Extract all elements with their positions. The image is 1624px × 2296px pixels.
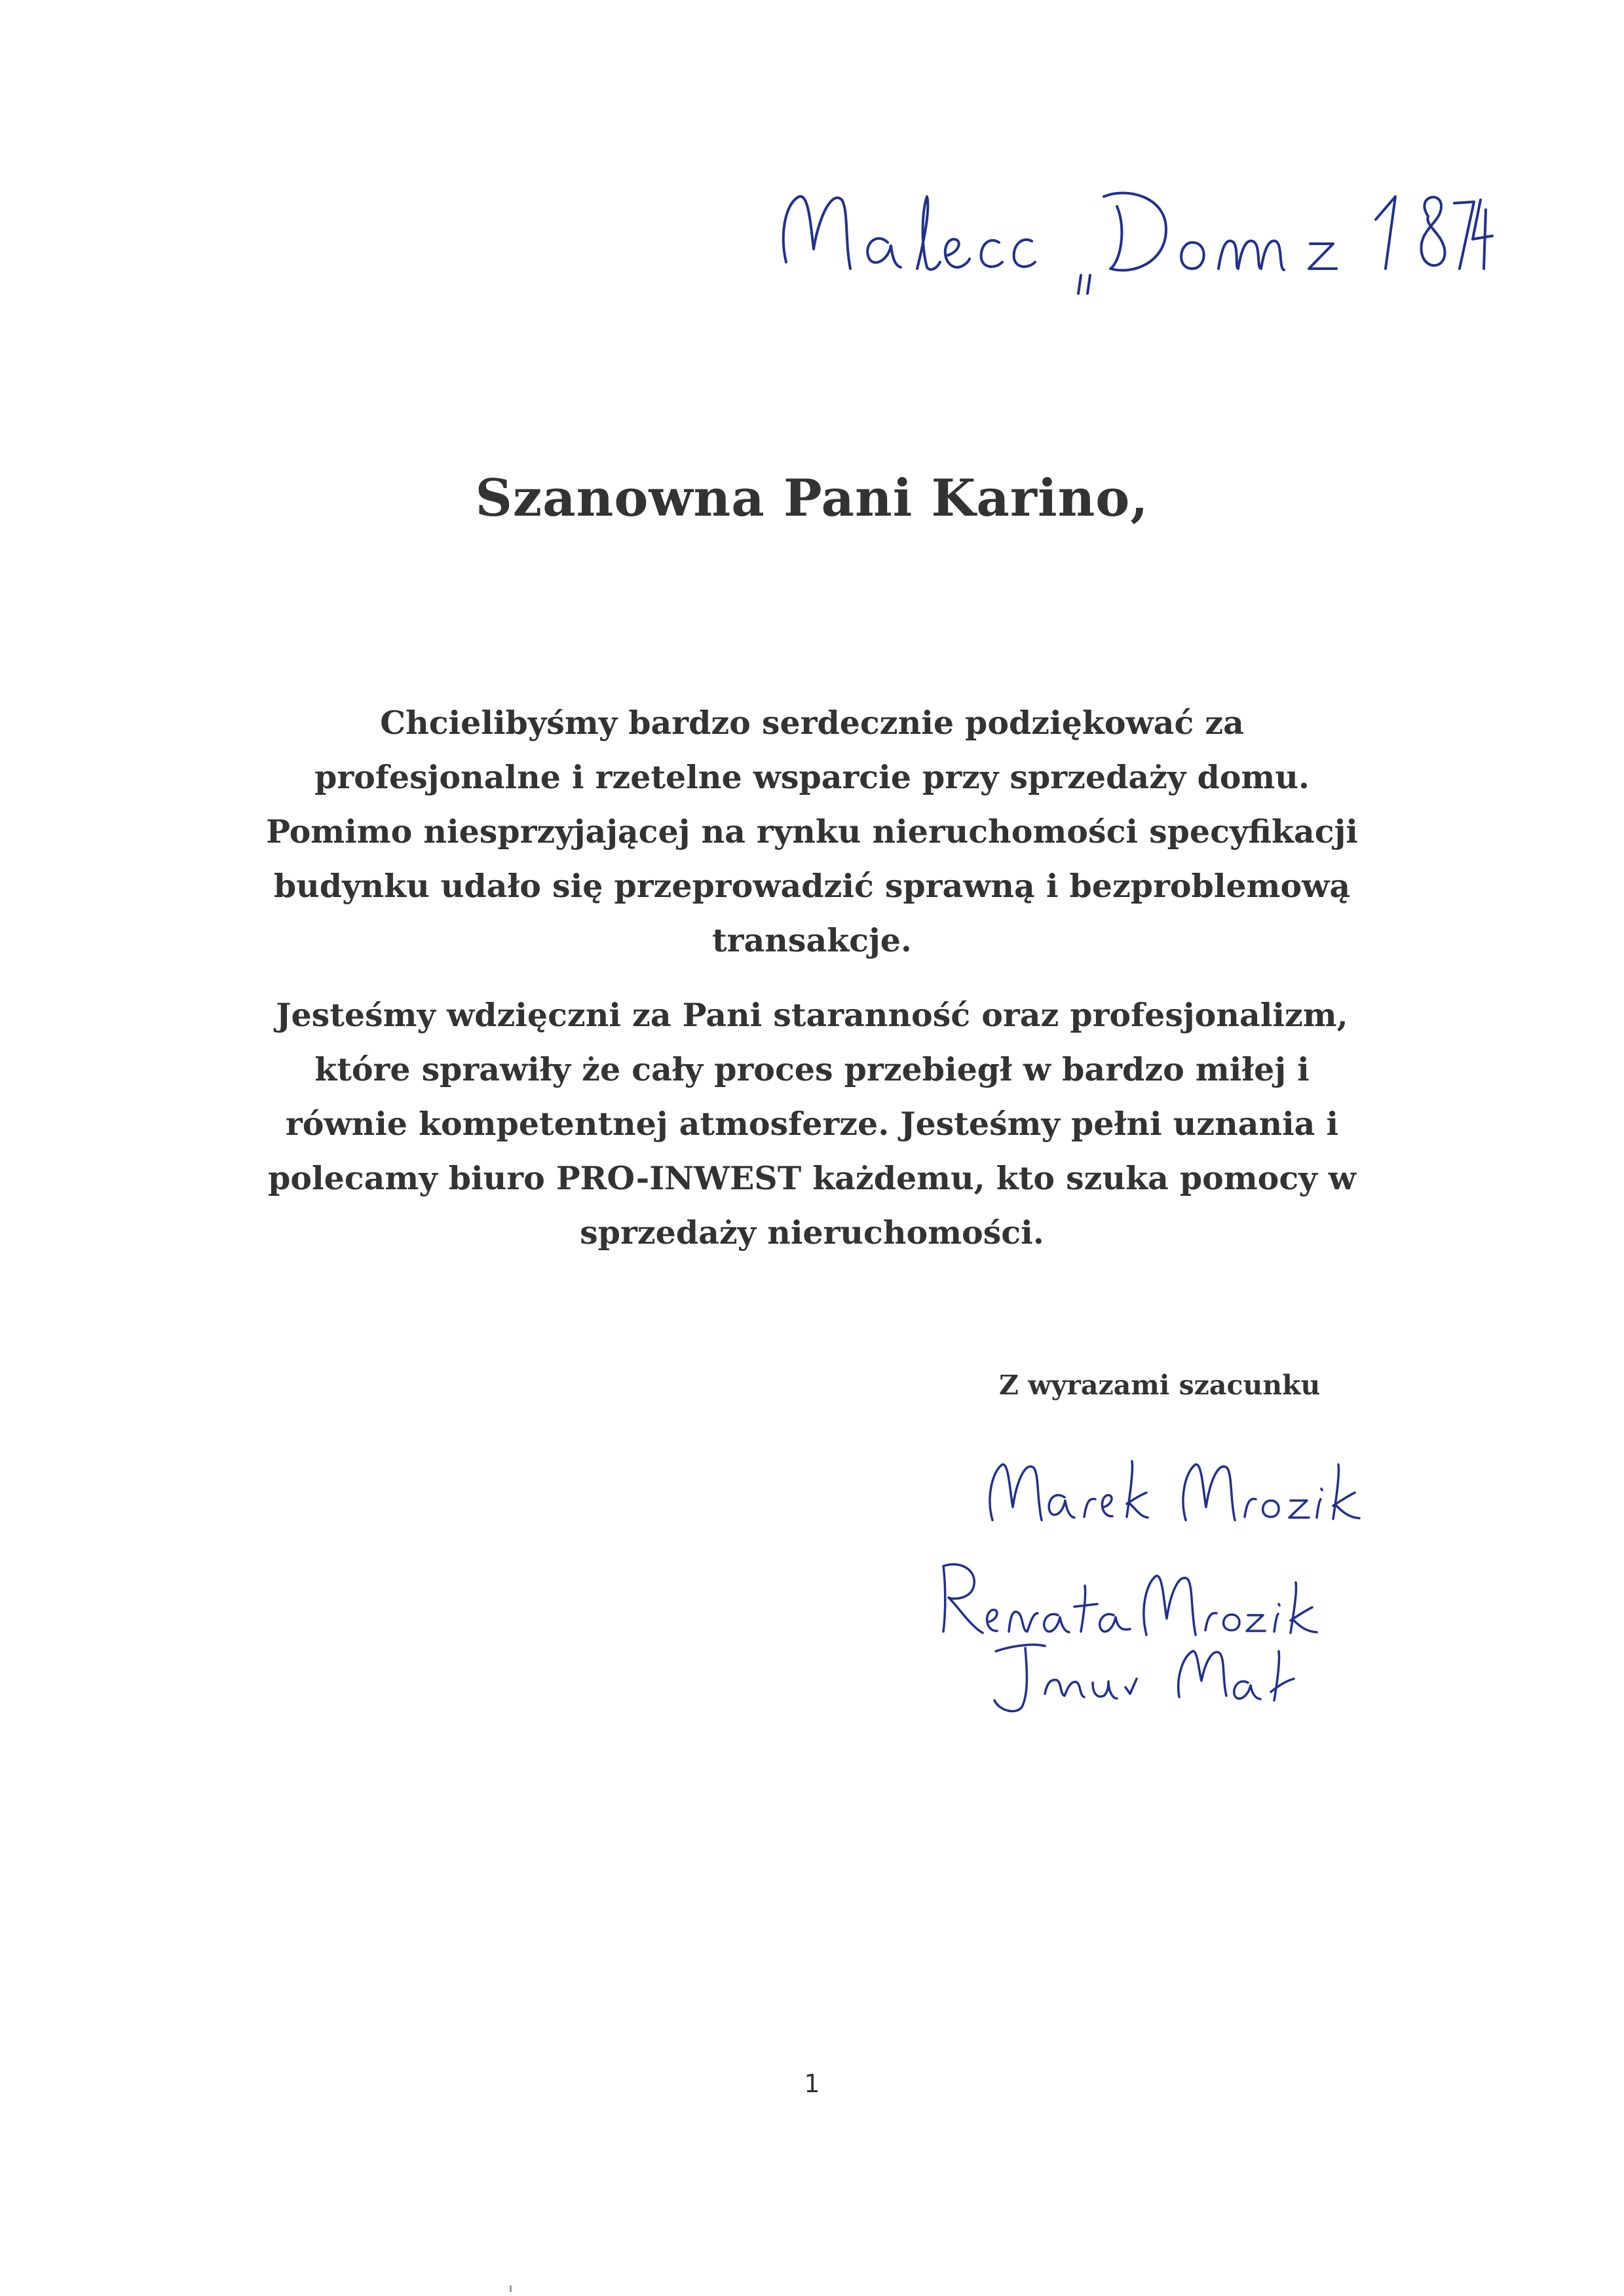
paragraph-2 [197, 988, 1427, 1260]
signatures-drawing [917, 1435, 1376, 1717]
signature-2 [943, 1564, 1317, 1635]
paragraph-line: Jesteśmy wdzięczni za Pani staranność oraz profesjonalizm, [276, 996, 1348, 1034]
scan-speck [510, 2286, 512, 2292]
handwritten-signatures [917, 1435, 1376, 1717]
signature-1 [990, 1461, 1359, 1520]
handwritten-note-drawing [773, 170, 1494, 301]
paragraph-line: Pomimo niesprzyjającej na rynku nieruchomości specyfikacji [266, 813, 1358, 851]
paragraph-line: Chcielibyśmy bardzo serdecznie podziękować za [380, 704, 1244, 742]
paragraph-line: równie kompetentnej atmosferze. Jesteśmy pełni uznania i [285, 1105, 1339, 1143]
paragraph-line: profesjonalne i rzetelne wsparcie przy sprzedaży domu. [314, 758, 1310, 796]
closing-salutation: Z wyrazami szacunku [999, 1369, 1321, 1401]
paragraph-line: polecamy biuro PRO-INWEST każdemu, kto szuka pomocy w [268, 1159, 1356, 1197]
signature-3 [994, 1645, 1294, 1711]
paragraph-line: które sprawiły że cały proces przebiegł w bardzo miłej i [314, 1050, 1310, 1088]
handwritten-note [773, 170, 1494, 301]
paragraph-line: transakcje. [712, 921, 912, 959]
page-number: 1 [804, 2069, 820, 2098]
paragraph-line: sprzedaży nieruchomości. [580, 1214, 1044, 1252]
greeting-heading: Szanowna Pani Karino, [475, 469, 1149, 528]
paragraph-line: budynku udało się przeprowadzić sprawną i bezproblemową [273, 867, 1351, 905]
paragraph-1 [197, 696, 1427, 968]
